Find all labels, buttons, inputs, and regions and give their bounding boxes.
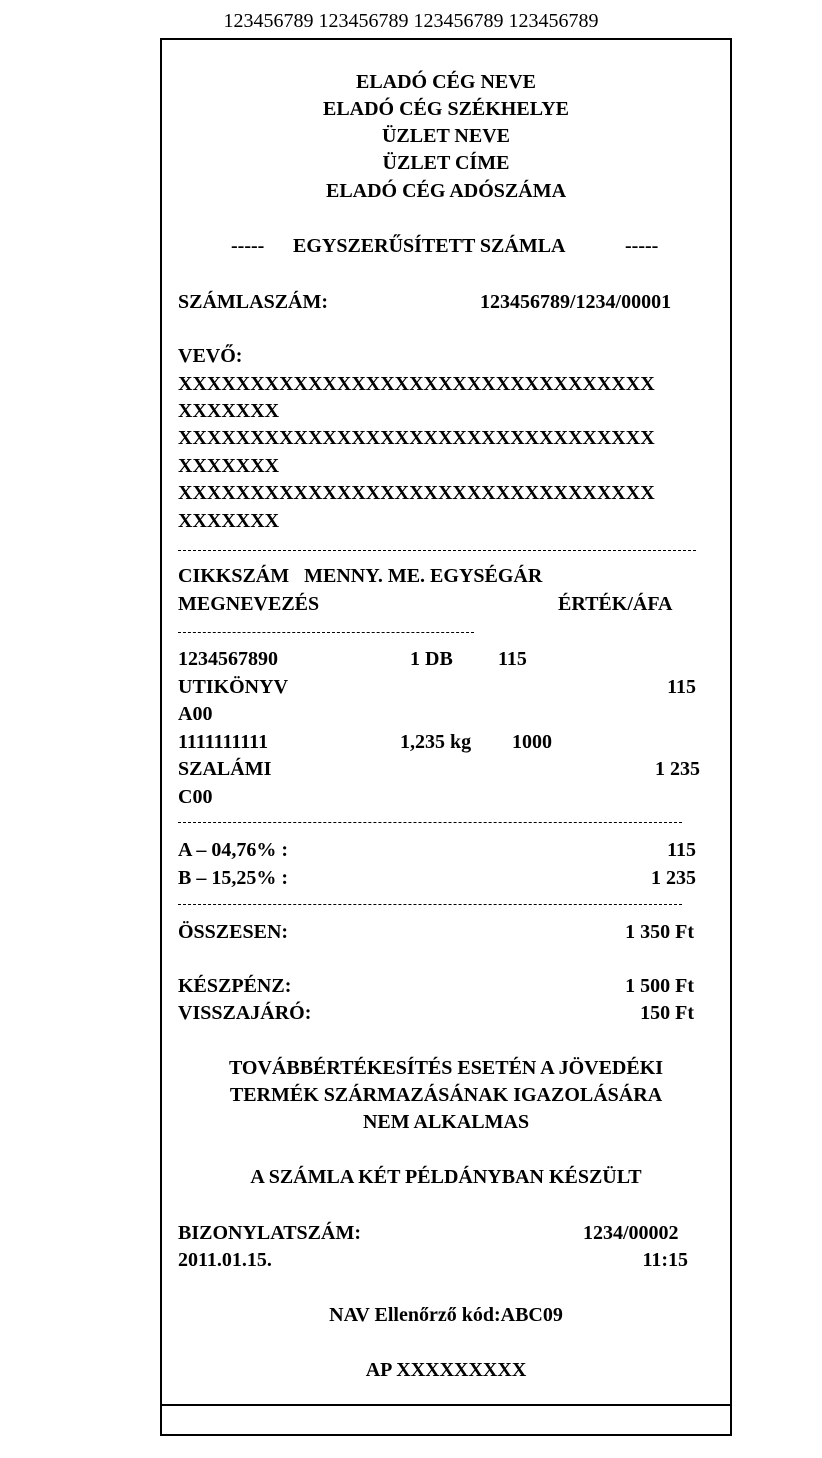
vat-summary-value: 1 235 [651, 867, 696, 889]
item-name: UTIKÖNYV [178, 676, 289, 698]
change-label: VISSZAJÁRÓ: [178, 1002, 312, 1024]
separator [178, 822, 682, 823]
buyer-label: VEVŐ: [178, 345, 243, 367]
total-label: ÖSSZESEN: [178, 921, 289, 943]
excise-notice-line: TOVÁBBÉRTÉKESÍTÉS ESETÉN A JÖVEDÉKI [228, 1057, 664, 1079]
item-code: 1111111111 [178, 731, 269, 753]
issue-date: 2011.01.15. [178, 1249, 272, 1271]
shop-address: ÜZLET CÍME [382, 152, 510, 174]
issue-time: 11:15 [642, 1249, 688, 1271]
vat-summary-label: B – 15,25% : [178, 867, 288, 889]
invoice-number-label: SZÁMLASZÁM: [178, 291, 329, 313]
change-value: 150 Ft [640, 1002, 694, 1024]
item-unit-price: 115 [498, 648, 527, 670]
item-vat-code: C00 [178, 786, 213, 808]
item-code: 1234567890 [178, 648, 278, 670]
total-value: 1 350 Ft [625, 921, 694, 943]
buyer-line: XXXXXXX [178, 510, 280, 532]
column-header-name: MEGNEVEZÉS [178, 593, 320, 615]
column-header-line1: CIKKSZÁM MENNY. ME. EGYSÉGÁR [178, 565, 543, 587]
buyer-line: XXXXXXX [178, 455, 280, 477]
buyer-line: XXXXXXXXXXXXXXXXXXXXXXXXXXXXXXXXX [178, 427, 655, 449]
company-seat: ELADÓ CÉG SZÉKHELYE [322, 98, 569, 120]
title-left-dashes: ----- [231, 235, 265, 257]
separator [178, 632, 474, 633]
buyer-line: XXXXXXXXXXXXXXXXXXXXXXXXXXXXXXXXX [178, 482, 655, 504]
column-header-value: ÉRTÉK/ÁFA [558, 593, 673, 615]
item-value: 115 [667, 676, 696, 698]
item-value: 1 235 [655, 758, 700, 780]
excise-notice-line: TERMÉK SZÁRMAZÁSÁNAK IGAZOLÁSÁRA [229, 1084, 663, 1106]
item-vat-code: A00 [178, 703, 213, 725]
item-name: SZALÁMI [178, 758, 272, 780]
shop-name: ÜZLET NEVE [381, 125, 510, 147]
vat-summary-label: A – 04,76% : [178, 839, 288, 861]
tax-number: ELADÓ CÉG ADÓSZÁMA [325, 180, 567, 202]
ap-code: AP XXXXXXXXX [365, 1359, 527, 1381]
separator [178, 550, 696, 551]
character-ruler: 123456789 123456789 123456789 123456789 [223, 10, 599, 32]
item-quantity: 1 DB [410, 648, 453, 670]
copies-note: A SZÁMLA KÉT PÉLDÁNYBAN KÉSZÜLT [250, 1166, 642, 1188]
receipt [160, 38, 732, 1436]
document-number-label: BIZONYLATSZÁM: [178, 1222, 361, 1244]
company-name: ELADÓ CÉG NEVE [355, 71, 537, 93]
vat-summary-value: 115 [667, 839, 696, 861]
invoice-number: 123456789/1234/00001 [480, 291, 672, 313]
nav-control-code: NAV Ellenőrző kód:ABC09 [329, 1304, 563, 1326]
document-number: 1234/00002 [583, 1222, 679, 1244]
receipt-bottom-line [162, 1404, 730, 1406]
separator [178, 904, 682, 905]
cash-label: KÉSZPÉNZ: [178, 975, 292, 997]
buyer-line: XXXXXXXXXXXXXXXXXXXXXXXXXXXXXXXXX [178, 373, 655, 395]
cash-value: 1 500 Ft [625, 975, 694, 997]
buyer-line: XXXXXXX [178, 400, 280, 422]
item-unit-price: 1000 [512, 731, 552, 753]
excise-notice-line: NEM ALKALMAS [362, 1111, 530, 1133]
item-quantity: 1,235 kg [400, 731, 472, 753]
document-title: EGYSZERŰSÍTETT SZÁMLA [293, 235, 566, 257]
title-right-dashes: ----- [625, 235, 659, 257]
